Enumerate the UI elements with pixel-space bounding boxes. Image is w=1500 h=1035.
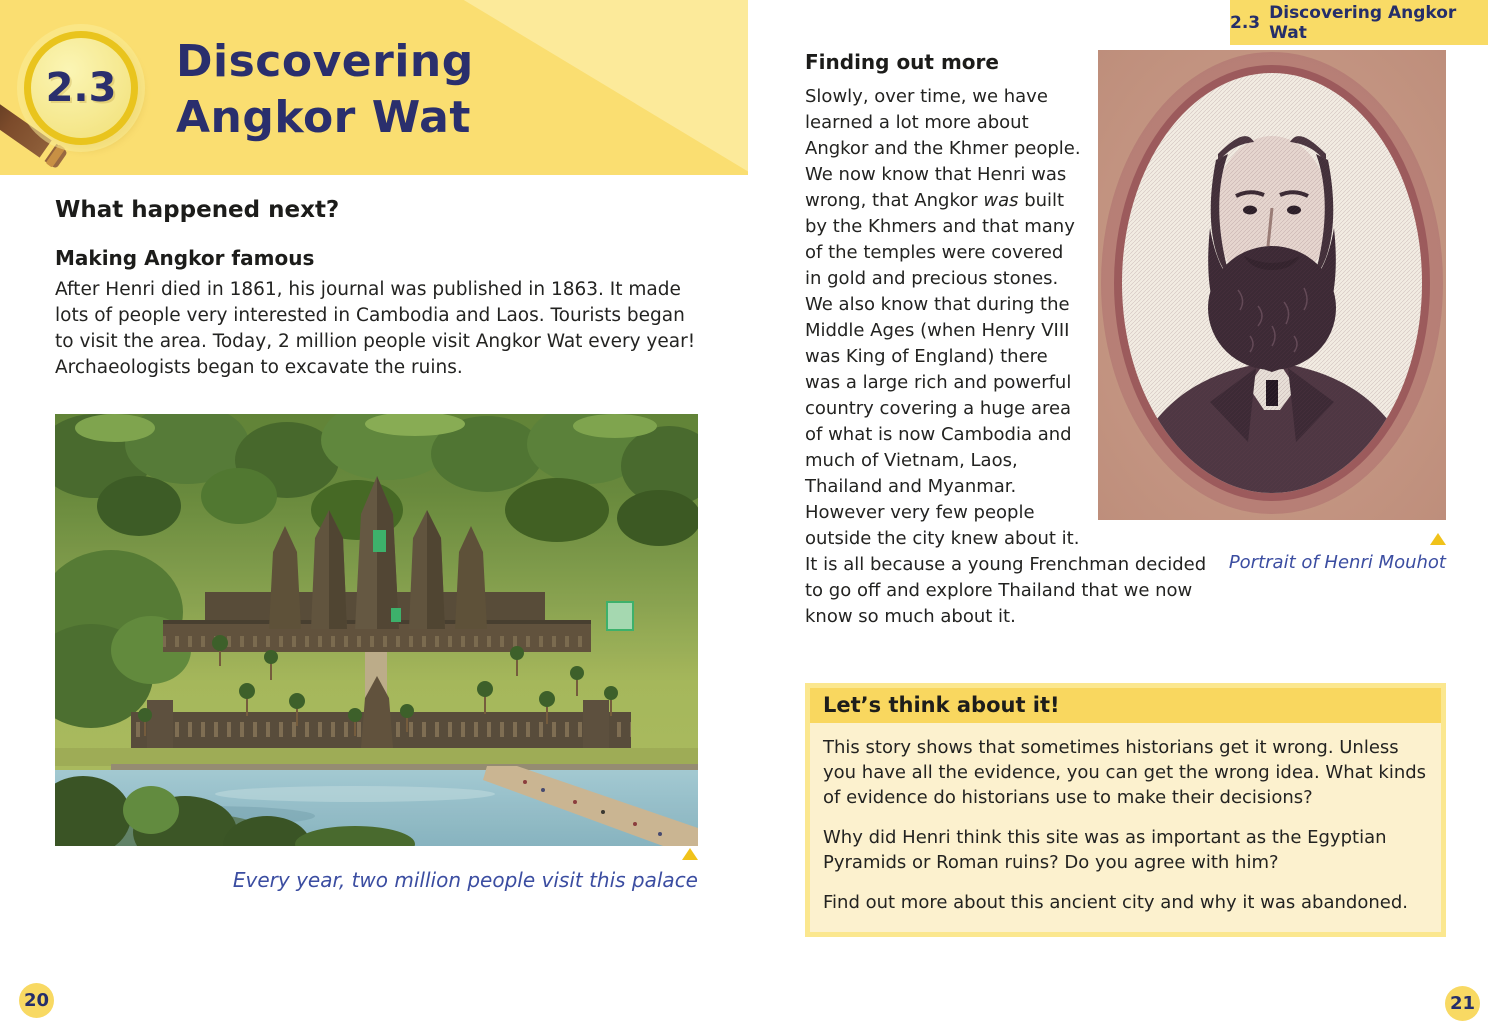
- body-part2: built by the Khmers and that many of the temples were covered in gold and precious stones. We also know that during the Middle Ages (when Henry VIII was King of England) there was a large rich and powerful country covering a huge area of what is now Cambodia and much of Vietnam, Laos, Thailand and Myanmar. However very few people outside the city knew about it. It is all because a young Frenchman decided to go off and explore Thailand that we now know so much about it.: [805, 190, 1207, 627]
- right-page-content: [805, 50, 1446, 630]
- page-number-right: 21: [1445, 986, 1480, 1021]
- body-paragraph: After Henri died in 1861, his journal was published in 1863. It made lots of people very interested in Cambodia and Laos. Tourists began to visit the area. Today, 2 million people visit Angkor Wat every year! Archaeologists began to excavate the ruins.: [55, 279, 696, 378]
- think-about-it-box: [805, 683, 1446, 937]
- running-header-tab: [1230, 0, 1488, 45]
- chapter-header-banner: [0, 0, 748, 175]
- magnifying-glass-icon: [24, 31, 138, 145]
- portrait-caption: Portrait of Henri Mouhot: [1228, 552, 1446, 573]
- think-box-paragraph: This story shows that sometimes historians get it wrong. Unless you have all the evidence, you can get the wrong idea. What kinds of evidence do historians use to make their decisions?: [823, 737, 1427, 808]
- caption-marker-icon: [682, 848, 698, 860]
- angkor-wat-photo: [55, 414, 698, 846]
- body-part1: Slowly, over time, we have learned a lot more about Angkor and the Khmer people. We now know that Henri was wrong, that Angkor: [805, 86, 1081, 211]
- section-heading: What happened next?: [55, 197, 340, 223]
- photo-caption-block: [55, 845, 698, 892]
- section-heading-right: Finding out more: [805, 50, 999, 74]
- running-header-number: 2.3: [1230, 12, 1261, 33]
- page-number-left: 20: [19, 983, 54, 1018]
- chapter-title-line2: Angkor Wat: [176, 92, 471, 143]
- body-italic-word: was: [983, 190, 1019, 211]
- henri-mouhot-portrait: [1098, 50, 1446, 520]
- chapter-title: [176, 34, 474, 146]
- photo-caption: Every year, two million people visit this palace: [232, 868, 698, 892]
- caption-marker-icon: [1430, 533, 1446, 545]
- portrait-caption-block: [1214, 530, 1446, 573]
- think-box-paragraph: Why did Henri think this site was as important as the Egyptian Pyramids or Roman ruins? Do you agree with him?: [823, 827, 1387, 873]
- think-box-body: [810, 723, 1441, 932]
- think-box-paragraph: Find out more about this ancient city and why it was abandoned.: [823, 892, 1408, 913]
- chapter-title-line1: Discovering: [176, 36, 474, 87]
- section-number: 2.3: [45, 65, 117, 111]
- think-box-title: Let’s think about it!: [810, 688, 1441, 723]
- running-header-title: Discovering Angkor Wat: [1269, 2, 1457, 43]
- sub-heading: Making Angkor famous: [55, 246, 315, 270]
